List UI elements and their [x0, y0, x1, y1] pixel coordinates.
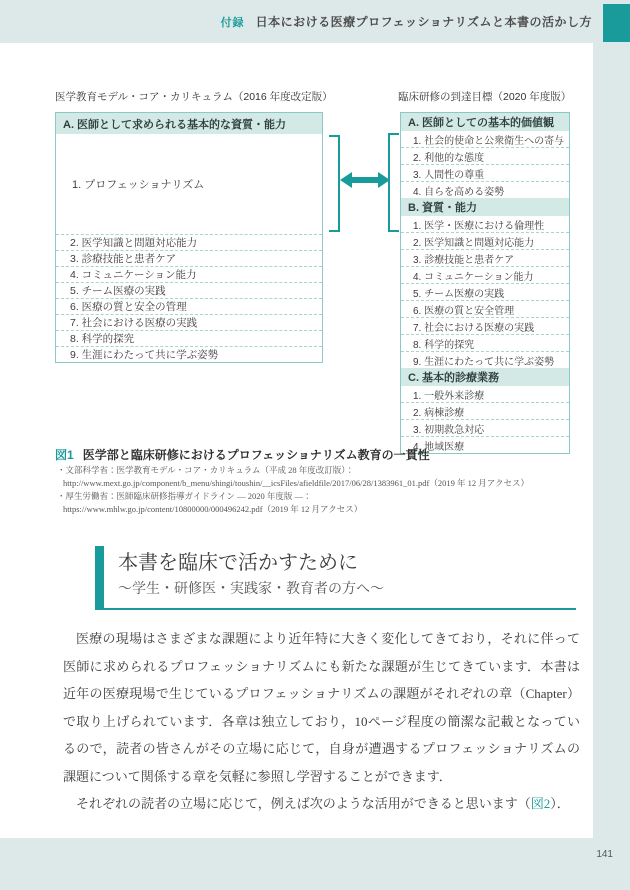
right-column-title: 臨床研修の到達目標（2020 年度版）: [398, 91, 572, 103]
list-item: 6. 医療の質と安全の管理: [56, 298, 322, 314]
list-item: 4. 地域医療: [401, 436, 569, 453]
list-item: 2. 病棟診療: [401, 402, 569, 419]
page-content: [0, 43, 593, 838]
figure1-label: 図1: [55, 448, 74, 462]
section-c-header: C. 基本的診療業務: [401, 368, 569, 386]
page-number: 141: [596, 849, 613, 860]
paragraph-text: ）．: [550, 796, 570, 811]
list-item: 2. 医学知識と問題対応能力: [56, 234, 322, 250]
list-item: 1. 一般外来診療: [413, 390, 485, 402]
section-title: 本書を臨床で活かすために: [118, 552, 358, 574]
list-item: 5. チーム医療の実践: [56, 282, 322, 298]
list-item: 3. 初期救急対応: [401, 419, 569, 436]
list-item: 4. コミュニケーション能力: [401, 266, 569, 283]
body-paragraph-1: 医療の現場はさまざまな課題により近年特に大きく変化してきており，それに伴って医師に求められるプロフェッショナリズムにも新たな課題が生じてきています．本書は近年の医療現場で生じているプロフェッショナリズムの課題がそれぞれの章（Chapter）で取り上げられています．各章は独立しており，10ページ程度の簡潔な記載となっているので，読者の皆さんがその立場に応じて，自身が遭遇するプロフェッショナリズムの課題について関係する章を気軽に参照し学習することができます．: [63, 631, 580, 784]
section-subtitle: ～学生・研修医・実践家・教育者の方へ～: [118, 580, 384, 596]
reference-url: https://www.mhlw.go.jp/content/10800000/000496242.pdf（2019 年 12 月アクセス）: [63, 504, 363, 514]
section-a-header: A. 医師としての基本的価値観: [401, 113, 569, 131]
left-bracket: [329, 135, 340, 232]
right-bracket: [388, 133, 399, 232]
list-item: 2. 医学知識と問題対応能力: [401, 232, 569, 249]
list-item: 8. 科学的探究: [56, 330, 322, 346]
list-item: 3. 診療技能と患者ケア: [56, 250, 322, 266]
left-column-title: 医学教育モデル・コア・カリキュラム（2016 年度改定版）: [55, 91, 333, 103]
double-arrow-icon: [340, 170, 390, 190]
paragraph-text: それぞれの読者の立場に応じて，例えば次のような活用ができると思います（: [76, 796, 531, 811]
reference-source: ・厚生労働省：医師臨床研修指導ガイドライン ― 2020 年度版 ―：: [57, 491, 312, 501]
list-item: 4. 自らを高める姿勢: [401, 181, 569, 198]
professionalism-item: 1. プロフェッショナリズム: [72, 179, 205, 191]
appendix-tag: 付録: [220, 16, 245, 29]
list-item: 7. 社会における医療の実践: [401, 317, 569, 334]
reference-source: ・文部科学省：医学教育モデル・コア・カリキュラム（平成 28 年度改訂版）：: [57, 465, 354, 475]
list-item: 3. 人間性の尊重: [401, 164, 569, 181]
list-item: 2. 利他的な態度: [401, 147, 569, 164]
figure1-caption: [55, 446, 430, 463]
list-item: 5. チーム医療の実践: [401, 283, 569, 300]
list-item: 9. 生涯にわたって共に学ぶ姿勢: [401, 351, 569, 368]
list-item: 8. 科学的探究: [401, 334, 569, 351]
running-header: [221, 0, 592, 43]
figure1-caption-text: 医学部と臨床研修におけるプロフェッショナリズム教育の一貫性: [82, 448, 430, 462]
left-section-header: A. 医師として求められる基本的な資質・能力: [56, 113, 322, 134]
figure2-reference: 図2: [530, 796, 551, 811]
body-paragraph-2: [63, 790, 580, 818]
list-item: 3. 診療技能と患者ケア: [401, 249, 569, 266]
list-item: 1. 医学・医療における倫理性: [413, 220, 545, 232]
list-item: 1. 社会的使命と公衆衛生への寄与: [413, 135, 565, 147]
page-header-band: [0, 0, 630, 43]
list-item: 9. 生涯にわたって共に学ぶ姿勢: [56, 346, 322, 362]
figure1-references: [57, 464, 529, 516]
section-b-header: B. 資質・能力: [401, 198, 569, 216]
list-item: 7. 社会における医療の実践: [56, 314, 322, 330]
section-heading: [95, 546, 576, 610]
body-text: [63, 625, 580, 818]
list-item: 6. 医療の質と安全管理: [401, 300, 569, 317]
chapter-edge-tab: [603, 4, 630, 42]
clinical-training-goals-box: [400, 112, 570, 454]
reference-url: http://www.mext.go.jp/component/b_menu/shingi/toushin/__icsFiles/afieldfile/2017/06/28/1383961_01.pdf（2019 年 12 月アクセス）: [63, 478, 529, 488]
model-core-curriculum-box: [55, 112, 323, 363]
list-item: 4. コミュニケーション能力: [56, 266, 322, 282]
running-header-title: 日本における医療プロフェッショナリズムと本書の活かし方: [255, 15, 592, 29]
